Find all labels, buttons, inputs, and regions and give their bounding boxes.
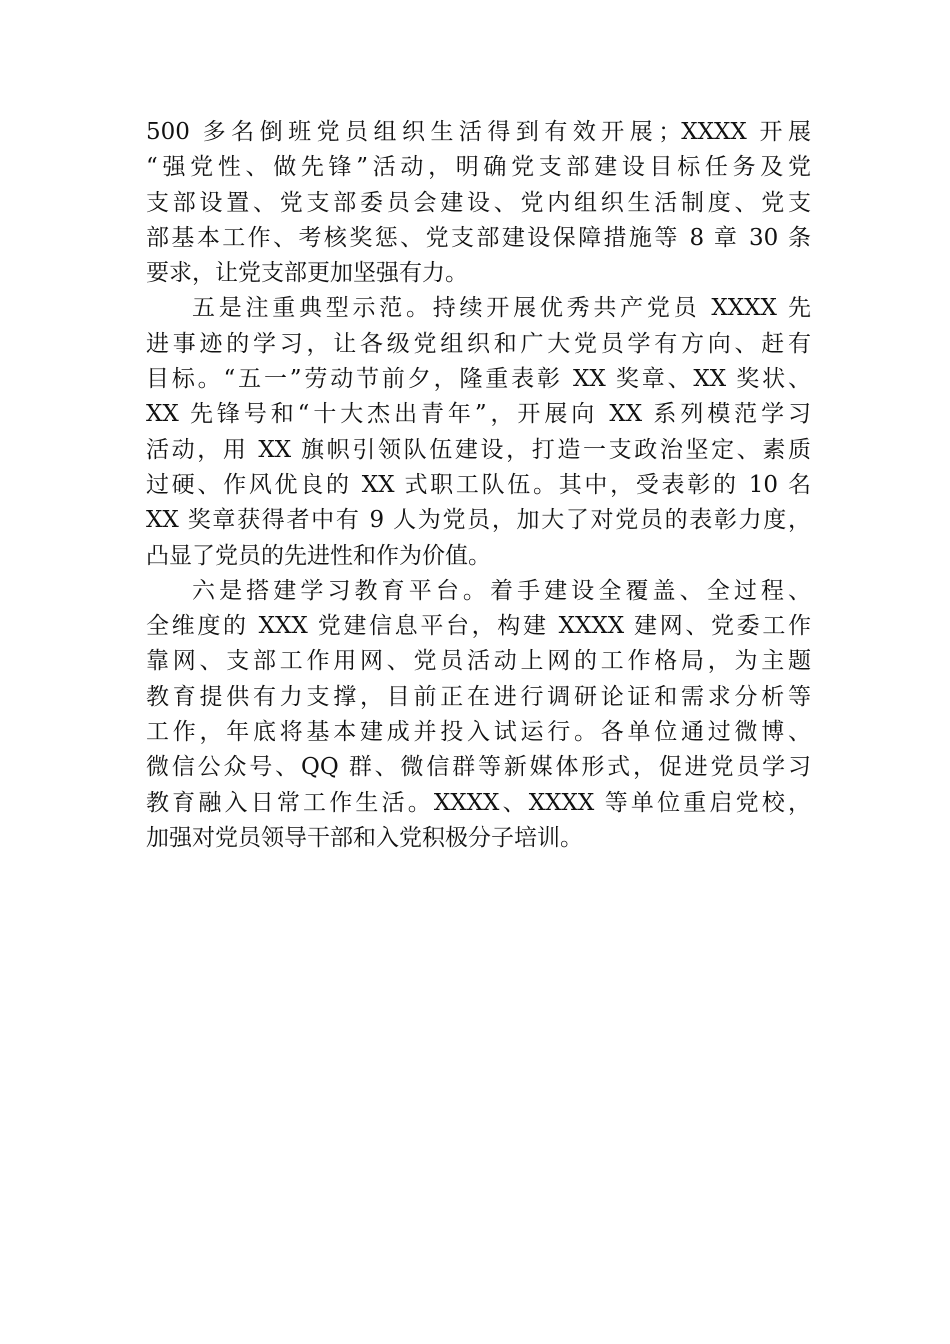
text-line: XX 奖章获得者中有 9 人为党员，加大了对党员的表彰力度， <box>146 507 811 534</box>
text-line: “强党性、做先锋”活动，明确党支部建设目标任务及党 <box>146 154 811 181</box>
text-line: 500 多名倒班党员组织生活得到有效开展；XXXX 开展 <box>146 119 811 145</box>
text-line: 工作，年底将基本建成并投入试运行。各单位通过微博、 <box>146 719 811 746</box>
text-line: 过硬、作风优良的 XX 式职工队伍。其中，受表彰的 10 名 <box>146 471 811 498</box>
paragraph-1 <box>146 115 811 291</box>
text-line: XX 先锋号和“十大杰出青年”，开展向 XX 系列模范学习 <box>146 401 811 428</box>
paragraph-2 <box>146 291 811 573</box>
text-line: 加强对党员领导干部和入党积极分子培训。 <box>146 824 583 851</box>
text-line: 要求，让党支部更加坚强有力。 <box>146 260 468 287</box>
text-line: 支部设置、党支部委员会建设、党内组织生活制度、党支 <box>146 189 811 216</box>
text-line: 微信公众号、QQ 群、微信群等新媒体形式，促进党员学习 <box>146 754 811 781</box>
text-line: 五是注重典型示范。持续开展优秀共产党员 XXXX 先 <box>192 295 811 322</box>
text-line: 活动，用 XX 旗帜引领队伍建设，打造一支政治坚定、素质 <box>146 436 811 463</box>
text-line: 六是搭建学习教育平台。着手建设全覆盖、全过程、 <box>192 577 811 604</box>
text-line: 目标。“五一”劳动节前夕，隆重表彰 XX 奖章、XX 奖状、 <box>146 366 811 393</box>
paragraph-3 <box>146 574 811 856</box>
text-line: 部基本工作、考核奖惩、党支部建设保障措施等 8 章 30 条 <box>146 224 811 251</box>
text-line: 教育提供有力支撑，目前正在进行调研论证和需求分析等 <box>146 683 811 710</box>
text-line: 全维度的 XXX 党建信息平台，构建 XXXX 建网、党委工作 <box>146 613 811 640</box>
body-text <box>146 115 811 856</box>
text-line: 凸显了党员的先进性和作为价值。 <box>146 542 491 569</box>
text-line: 教育融入日常工作生活。XXXX、XXXX 等单位重启党校， <box>146 789 811 816</box>
text-line: 靠网、支部工作用网、党员活动上网的工作格局，为主题 <box>146 648 811 675</box>
text-line: 进事迹的学习，让各级党组织和广大党员学有方向、赶有 <box>146 330 811 357</box>
